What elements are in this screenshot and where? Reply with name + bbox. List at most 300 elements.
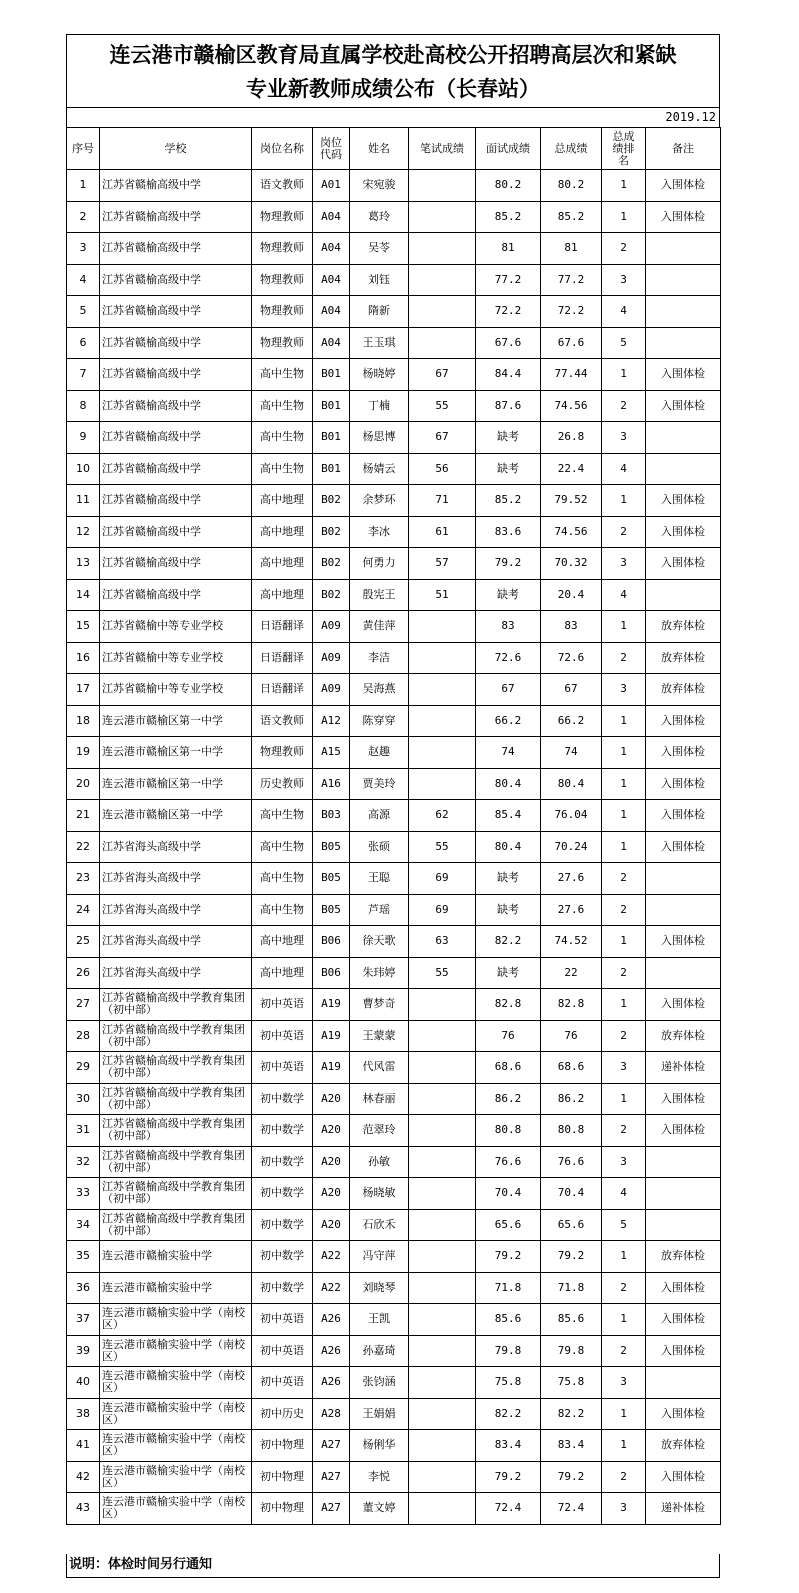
interview-score-cell: 79.8 (476, 1335, 541, 1367)
name-cell: 隋新 (350, 296, 409, 328)
remark-cell: 放弃体检 (646, 642, 721, 674)
remark-cell (646, 1146, 721, 1178)
school-cell: 江苏省赣榆高级中学教育集团（初中部） (100, 1209, 252, 1241)
post-code-cell: A26 (313, 1367, 350, 1399)
total-score-cell: 72.2 (541, 296, 602, 328)
interview-score-cell: 80.4 (476, 831, 541, 863)
total-score-cell: 66.2 (541, 705, 602, 737)
interview-score-cell: 66.2 (476, 705, 541, 737)
rank-cell: 1 (602, 705, 646, 737)
post-code-cell: B05 (313, 863, 350, 895)
rank-cell: 4 (602, 296, 646, 328)
seq-cell: 22 (67, 831, 100, 863)
remark-cell: 入围体检 (646, 359, 721, 391)
interview-score-cell: 84.4 (476, 359, 541, 391)
written-score-cell: 71 (409, 485, 476, 517)
table-row (67, 390, 721, 422)
written-score-cell (409, 201, 476, 233)
remark-cell: 放弃体检 (646, 674, 721, 706)
school-cell: 江苏省赣榆高级中学 (100, 264, 252, 296)
school-cell: 江苏省赣榆高级中学 (100, 233, 252, 265)
seq-cell: 21 (67, 800, 100, 832)
post-name-cell: 初中数学 (252, 1178, 313, 1210)
post-code-cell: A22 (313, 1241, 350, 1273)
post-code-cell: A26 (313, 1304, 350, 1336)
rank-cell: 2 (602, 894, 646, 926)
total-score-cell: 76.04 (541, 800, 602, 832)
rank-cell: 1 (602, 1430, 646, 1462)
table-row (67, 642, 721, 674)
name-cell: 徐天歌 (350, 926, 409, 958)
seq-cell: 14 (67, 579, 100, 611)
written-score-cell (409, 327, 476, 359)
name-cell: 吴苓 (350, 233, 409, 265)
written-score-cell (409, 674, 476, 706)
total-score-cell: 80.4 (541, 768, 602, 800)
total-score-cell: 79.52 (541, 485, 602, 517)
school-cell: 连云港市赣榆实验中学（南校区） (100, 1430, 252, 1462)
total-score-cell: 71.8 (541, 1272, 602, 1304)
table-body (67, 170, 721, 1525)
name-cell: 杨晓敏 (350, 1178, 409, 1210)
name-cell: 殷宪王 (350, 579, 409, 611)
interview-score-cell: 77.2 (476, 264, 541, 296)
written-score-cell: 69 (409, 894, 476, 926)
table-row (67, 359, 721, 391)
post-name-cell: 高中地理 (252, 926, 313, 958)
table-row (67, 926, 721, 958)
document-date: 2019.12 (66, 107, 720, 127)
school-cell: 连云港市赣榆实验中学（南校区） (100, 1461, 252, 1493)
total-score-cell: 75.8 (541, 1367, 602, 1399)
interview-score-cell: 65.6 (476, 1209, 541, 1241)
header-remark: 备注 (646, 128, 721, 170)
table-row (67, 800, 721, 832)
school-cell: 江苏省赣榆高级中学 (100, 548, 252, 580)
rank-cell: 1 (602, 1398, 646, 1430)
written-score-cell (409, 170, 476, 202)
written-score-cell (409, 1146, 476, 1178)
post-code-cell: A19 (313, 1020, 350, 1052)
post-code-cell: A09 (313, 674, 350, 706)
seq-cell: 10 (67, 453, 100, 485)
name-cell: 曹梦奇 (350, 989, 409, 1021)
total-score-cell: 83 (541, 611, 602, 643)
post-name-cell: 初中物理 (252, 1461, 313, 1493)
post-name-cell: 高中地理 (252, 516, 313, 548)
school-cell: 江苏省赣榆高级中学 (100, 422, 252, 454)
rank-cell: 3 (602, 548, 646, 580)
seq-cell: 20 (67, 768, 100, 800)
seq-cell: 26 (67, 957, 100, 989)
post-name-cell: 高中生物 (252, 863, 313, 895)
post-name-cell: 物理教师 (252, 264, 313, 296)
table-row (67, 894, 721, 926)
header-total-score: 总成绩 (541, 128, 602, 170)
post-name-cell: 初中物理 (252, 1493, 313, 1525)
post-code-cell: B02 (313, 485, 350, 517)
seq-cell: 7 (67, 359, 100, 391)
total-score-cell: 82.2 (541, 1398, 602, 1430)
interview-score-cell: 80.4 (476, 768, 541, 800)
rank-cell: 1 (602, 737, 646, 769)
total-score-cell: 85.6 (541, 1304, 602, 1336)
seq-cell: 19 (67, 737, 100, 769)
remark-cell (646, 1209, 721, 1241)
total-score-cell: 79.8 (541, 1335, 602, 1367)
name-cell: 王玉琪 (350, 327, 409, 359)
table-row (67, 768, 721, 800)
header-seq: 序号 (67, 128, 100, 170)
name-cell: 孙嘉琦 (350, 1335, 409, 1367)
interview-score-cell: 76 (476, 1020, 541, 1052)
written-score-cell: 67 (409, 359, 476, 391)
name-cell: 张硕 (350, 831, 409, 863)
school-cell: 江苏省赣榆中等专业学校 (100, 674, 252, 706)
rank-cell: 2 (602, 863, 646, 895)
remark-cell (646, 957, 721, 989)
total-score-cell: 81 (541, 233, 602, 265)
post-name-cell: 高中生物 (252, 453, 313, 485)
total-score-cell: 79.2 (541, 1461, 602, 1493)
interview-score-cell: 80.2 (476, 170, 541, 202)
seq-cell: 35 (67, 1241, 100, 1273)
total-score-cell: 79.2 (541, 1241, 602, 1273)
name-cell: 代风雷 (350, 1052, 409, 1084)
interview-score-cell: 67 (476, 674, 541, 706)
name-cell: 范翠玲 (350, 1115, 409, 1147)
remark-cell: 入围体检 (646, 737, 721, 769)
remark-cell: 入围体检 (646, 201, 721, 233)
post-code-cell: A20 (313, 1209, 350, 1241)
written-score-cell (409, 1209, 476, 1241)
remark-cell (646, 296, 721, 328)
remark-cell: 入围体检 (646, 1115, 721, 1147)
post-code-cell: A19 (313, 1052, 350, 1084)
rank-cell: 3 (602, 422, 646, 454)
seq-cell: 39 (67, 1335, 100, 1367)
seq-cell: 17 (67, 674, 100, 706)
total-score-cell: 27.6 (541, 894, 602, 926)
written-score-cell (409, 233, 476, 265)
total-score-cell: 27.6 (541, 863, 602, 895)
table-row (67, 1461, 721, 1493)
post-name-cell: 初中英语 (252, 1367, 313, 1399)
table-row (67, 863, 721, 895)
written-score-cell: 69 (409, 863, 476, 895)
interview-score-cell: 87.6 (476, 390, 541, 422)
interview-score-cell: 81 (476, 233, 541, 265)
rank-cell: 2 (602, 642, 646, 674)
remark-cell: 放弃体检 (646, 1241, 721, 1273)
post-name-cell: 初中数学 (252, 1146, 313, 1178)
school-cell: 江苏省海头高级中学 (100, 894, 252, 926)
written-score-cell (409, 1493, 476, 1525)
post-code-cell: A04 (313, 233, 350, 265)
post-name-cell: 高中生物 (252, 359, 313, 391)
post-name-cell: 高中地理 (252, 957, 313, 989)
post-name-cell: 日语翻译 (252, 611, 313, 643)
name-cell: 王娟娟 (350, 1398, 409, 1430)
post-name-cell: 初中英语 (252, 989, 313, 1021)
name-cell: 张钧涵 (350, 1367, 409, 1399)
post-code-cell: B02 (313, 579, 350, 611)
interview-score-cell: 76.6 (476, 1146, 541, 1178)
post-code-cell: B02 (313, 516, 350, 548)
post-name-cell: 高中生物 (252, 894, 313, 926)
seq-cell: 16 (67, 642, 100, 674)
written-score-cell: 51 (409, 579, 476, 611)
seq-cell: 12 (67, 516, 100, 548)
score-sheet (66, 34, 720, 1525)
interview-score-cell: 71.8 (476, 1272, 541, 1304)
table-row (67, 674, 721, 706)
seq-cell: 25 (67, 926, 100, 958)
name-cell: 孙敏 (350, 1146, 409, 1178)
written-score-cell (409, 296, 476, 328)
total-score-cell: 70.4 (541, 1178, 602, 1210)
remark-cell (646, 863, 721, 895)
name-cell: 杨婧云 (350, 453, 409, 485)
name-cell: 李洁 (350, 642, 409, 674)
table-row (67, 170, 721, 202)
school-cell: 江苏省海头高级中学 (100, 957, 252, 989)
header-post-code: 岗位代码 (313, 128, 350, 170)
seq-cell: 24 (67, 894, 100, 926)
rank-cell: 1 (602, 768, 646, 800)
seq-cell: 43 (67, 1493, 100, 1525)
remark-cell (646, 579, 721, 611)
header-school: 学校 (100, 128, 252, 170)
post-code-cell: A26 (313, 1335, 350, 1367)
post-code-cell: B05 (313, 894, 350, 926)
seq-cell: 27 (67, 989, 100, 1021)
remark-cell (646, 453, 721, 485)
remark-cell: 放弃体检 (646, 611, 721, 643)
written-score-cell (409, 611, 476, 643)
interview-score-cell: 85.2 (476, 201, 541, 233)
name-cell: 赵趣 (350, 737, 409, 769)
post-code-cell: A15 (313, 737, 350, 769)
rank-cell: 1 (602, 359, 646, 391)
post-code-cell: A28 (313, 1398, 350, 1430)
post-code-cell: B06 (313, 926, 350, 958)
seq-cell: 29 (67, 1052, 100, 1084)
name-cell: 朱玮婷 (350, 957, 409, 989)
name-cell: 高源 (350, 800, 409, 832)
written-score-cell (409, 1178, 476, 1210)
post-name-cell: 物理教师 (252, 327, 313, 359)
post-name-cell: 高中生物 (252, 800, 313, 832)
total-score-cell: 22 (541, 957, 602, 989)
table-row (67, 1241, 721, 1273)
post-name-cell: 语文教师 (252, 170, 313, 202)
total-score-cell: 67.6 (541, 327, 602, 359)
total-score-cell: 74.52 (541, 926, 602, 958)
interview-score-cell: 72.4 (476, 1493, 541, 1525)
table-row (67, 737, 721, 769)
rank-cell: 2 (602, 390, 646, 422)
post-code-cell: A04 (313, 264, 350, 296)
name-cell: 杨思博 (350, 422, 409, 454)
table-row (67, 1209, 721, 1241)
school-cell: 江苏省赣榆高级中学教育集团（初中部） (100, 1178, 252, 1210)
remark-cell: 入围体检 (646, 926, 721, 958)
interview-score-cell: 79.2 (476, 1461, 541, 1493)
written-score-cell (409, 264, 476, 296)
table-row (67, 1398, 721, 1430)
name-cell: 葛玲 (350, 201, 409, 233)
name-cell: 贾美玲 (350, 768, 409, 800)
seq-cell: 40 (67, 1367, 100, 1399)
school-cell: 连云港市赣榆实验中学 (100, 1241, 252, 1273)
school-cell: 江苏省赣榆高级中学 (100, 485, 252, 517)
rank-cell: 1 (602, 170, 646, 202)
table-header-row (67, 128, 721, 170)
total-score-cell: 26.8 (541, 422, 602, 454)
name-cell: 刘钰 (350, 264, 409, 296)
table-row (67, 611, 721, 643)
name-cell: 王聪 (350, 863, 409, 895)
post-name-cell: 物理教师 (252, 233, 313, 265)
written-score-cell (409, 1335, 476, 1367)
post-code-cell: A27 (313, 1430, 350, 1462)
written-score-cell (409, 1398, 476, 1430)
rank-cell: 2 (602, 233, 646, 265)
interview-score-cell: 缺考 (476, 894, 541, 926)
total-score-cell: 70.32 (541, 548, 602, 580)
post-code-cell: B01 (313, 359, 350, 391)
table-row (67, 485, 721, 517)
seq-cell: 2 (67, 201, 100, 233)
written-score-cell (409, 989, 476, 1021)
rank-cell: 1 (602, 1083, 646, 1115)
interview-score-cell: 79.2 (476, 1241, 541, 1273)
interview-score-cell: 70.4 (476, 1178, 541, 1210)
header-interview-score: 面试成绩 (476, 128, 541, 170)
rank-cell: 2 (602, 516, 646, 548)
header-name: 姓名 (350, 128, 409, 170)
school-cell: 连云港市赣榆区第一中学 (100, 737, 252, 769)
school-cell: 连云港市赣榆实验中学 (100, 1272, 252, 1304)
written-score-cell: 61 (409, 516, 476, 548)
total-score-cell: 74.56 (541, 390, 602, 422)
rank-cell: 5 (602, 1209, 646, 1241)
post-name-cell: 物理教师 (252, 201, 313, 233)
remark-cell: 入围体检 (646, 170, 721, 202)
table-row (67, 1020, 721, 1052)
name-cell: 林春丽 (350, 1083, 409, 1115)
total-score-cell: 80.2 (541, 170, 602, 202)
name-cell: 李冰 (350, 516, 409, 548)
written-score-cell (409, 1241, 476, 1273)
remark-cell (646, 894, 721, 926)
footnote: 说明：体检时间另行通知 (66, 1554, 720, 1578)
post-code-cell: A09 (313, 611, 350, 643)
table-row (67, 327, 721, 359)
total-score-cell: 68.6 (541, 1052, 602, 1084)
interview-score-cell: 缺考 (476, 453, 541, 485)
post-name-cell: 高中地理 (252, 485, 313, 517)
total-score-cell: 70.24 (541, 831, 602, 863)
name-cell: 余梦环 (350, 485, 409, 517)
written-score-cell (409, 1083, 476, 1115)
interview-score-cell: 85.2 (476, 485, 541, 517)
remark-cell: 递补体检 (646, 1052, 721, 1084)
post-name-cell: 物理教师 (252, 737, 313, 769)
school-cell: 江苏省海头高级中学 (100, 926, 252, 958)
post-code-cell: B06 (313, 957, 350, 989)
school-cell: 江苏省赣榆高级中学 (100, 170, 252, 202)
total-score-cell: 83.4 (541, 1430, 602, 1462)
post-name-cell: 高中生物 (252, 390, 313, 422)
school-cell: 江苏省海头高级中学 (100, 863, 252, 895)
table-row (67, 705, 721, 737)
seq-cell: 37 (67, 1304, 100, 1336)
rank-cell: 5 (602, 327, 646, 359)
seq-cell: 6 (67, 327, 100, 359)
remark-cell: 入围体检 (646, 1335, 721, 1367)
post-name-cell: 日语翻译 (252, 674, 313, 706)
school-cell: 连云港市赣榆区第一中学 (100, 800, 252, 832)
table-row (67, 1304, 721, 1336)
post-name-cell: 高中生物 (252, 422, 313, 454)
name-cell: 陈穿穿 (350, 705, 409, 737)
rank-cell: 2 (602, 1461, 646, 1493)
interview-score-cell: 67.6 (476, 327, 541, 359)
school-cell: 江苏省赣榆高级中学 (100, 327, 252, 359)
seq-cell: 33 (67, 1178, 100, 1210)
remark-cell: 入围体检 (646, 768, 721, 800)
header-written-score: 笔试成绩 (409, 128, 476, 170)
school-cell: 连云港市赣榆实验中学（南校区） (100, 1335, 252, 1367)
seq-cell: 30 (67, 1083, 100, 1115)
total-score-cell: 77.44 (541, 359, 602, 391)
table-row (67, 201, 721, 233)
post-name-cell: 初中数学 (252, 1241, 313, 1273)
interview-score-cell: 85.4 (476, 800, 541, 832)
school-cell: 江苏省赣榆高级中学教育集团（初中部） (100, 1083, 252, 1115)
interview-score-cell: 68.6 (476, 1052, 541, 1084)
post-name-cell: 物理教师 (252, 296, 313, 328)
table-row (67, 1335, 721, 1367)
school-cell: 江苏省赣榆高级中学教育集团（初中部） (100, 1146, 252, 1178)
table-row (67, 1052, 721, 1084)
interview-score-cell: 80.8 (476, 1115, 541, 1147)
interview-score-cell: 缺考 (476, 957, 541, 989)
post-code-cell: A01 (313, 170, 350, 202)
written-score-cell (409, 1367, 476, 1399)
seq-cell: 15 (67, 611, 100, 643)
interview-score-cell: 83.4 (476, 1430, 541, 1462)
written-score-cell (409, 737, 476, 769)
school-cell: 江苏省赣榆高级中学 (100, 201, 252, 233)
written-score-cell: 62 (409, 800, 476, 832)
seq-cell: 32 (67, 1146, 100, 1178)
table-row (67, 989, 721, 1021)
total-score-cell: 76.6 (541, 1146, 602, 1178)
interview-score-cell: 缺考 (476, 863, 541, 895)
total-score-cell: 77.2 (541, 264, 602, 296)
school-cell: 连云港市赣榆区第一中学 (100, 768, 252, 800)
title-line-2: 专业新教师成绩公布（长春站） (246, 76, 540, 101)
school-cell: 江苏省海头高级中学 (100, 831, 252, 863)
post-name-cell: 初中数学 (252, 1209, 313, 1241)
school-cell: 连云港市赣榆实验中学（南校区） (100, 1493, 252, 1525)
header-rank: 总成绩排名 (602, 128, 646, 170)
school-cell: 江苏省赣榆高级中学教育集团（初中部） (100, 1115, 252, 1147)
rank-cell: 1 (602, 926, 646, 958)
